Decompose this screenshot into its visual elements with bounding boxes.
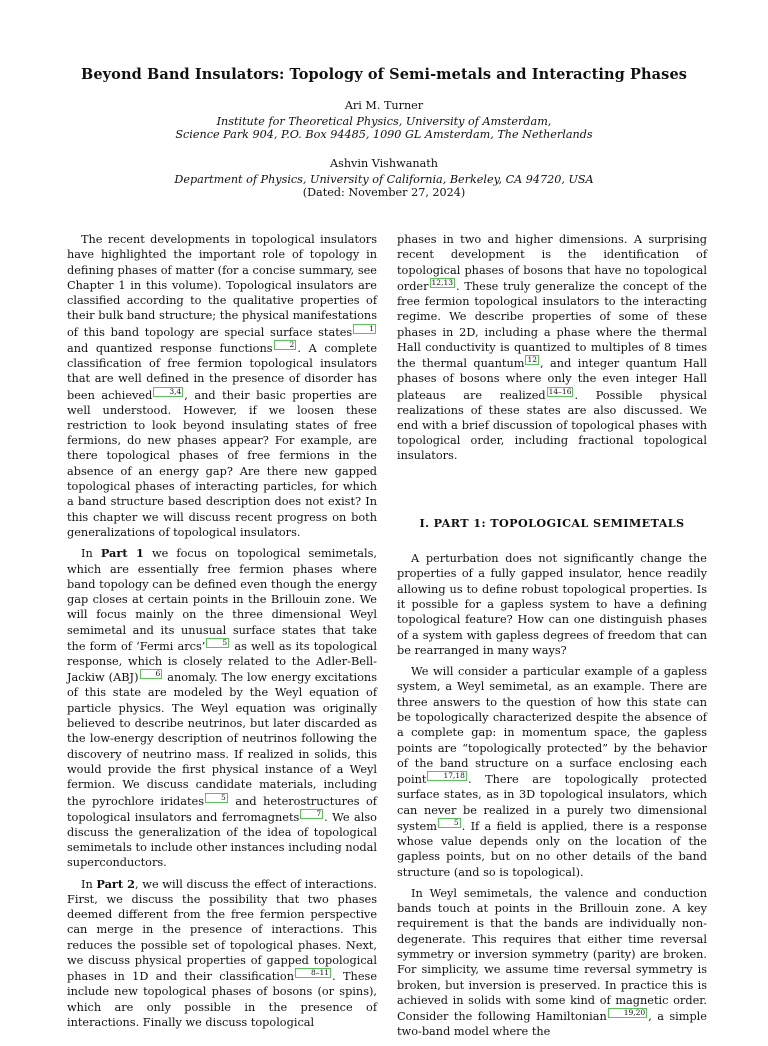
author-2: Ashvin Vishwanath [330,157,438,170]
citation-link[interactable]: 3,4 [153,387,183,397]
paragraph: A perturbation does not significantly change the properties of a fully gapped insulator, hence readily allowing us to define robust topological properties. Is it possible for a gapless system to have a defining topological feature? How can one distinguish phases of a system with gapless degrees of freedom that can be rearranged in many ways? [397,552,707,657]
affiliation-1-line-1: Institute for Theoretical Physics, University of Amsterdam, [216,115,552,128]
citation-link[interactable]: 5 [438,818,461,828]
paper-title: Beyond Band Insulators: Topology of Semi-metals and Interacting Phases [80,66,688,83]
section-heading: I. PART 1: TOPOLOGICAL SEMIMETALS [419,515,685,530]
citation-link[interactable]: 7 [300,809,323,819]
citation-link[interactable]: 17,18 [427,771,466,781]
paragraph: phases in two and higher dimensions. A surprising recent development is the identification of topological phases of bosons that have no topological order 12,13 . These truly generalize the concept of the free fermion topological insulators to the interacting regime. We describe properties of some of these phases in 2D, including a phase where the thermal Hall conductivity is quantized to multiples of 8 times the thermal quantum 12 , and integer quantum Hall phases of bosons where only the even integer Hall plateaus are realized 14–16 . Possible physical realizations of these states are also discussed. We end with a brief discussion of topological phases with topological order, including fractional topological insulators. [397,233,707,463]
citation-link[interactable]: 12 [527,355,537,365]
citation-link[interactable]: 12,13 [431,277,454,287]
paragraph: In Part 1 we focus on topological semimetals, which are essentially free fermion phases where band topology can be defined even though the energy gap closes at certain points in the Brillouin zone. We will focus mainly on the three dimensional Weyl semimetal and its unusual surface states that take the form of ‘Fermi arcs’ 5 as well as its topological response, which is closely related to the Adler-Bell-Jackiw (ABJ) 6 anomaly. The low energy excitations of this state are modeled by the Weyl equation of particle physics. The Weyl equation was originally believed to describe neutrinos, but later discarded as the low-energy description of neutrinos following the discovery of neutrino mass. If realized in solids, this would provide the first physical instance of a Weyl fermion. We discuss candidate materials, including the pyrochlore iridates 5 and heterostructures of topological insulators and ferromagnets 7 . We also discuss the generalization of the idea of topological semimetals to include other instances including nodal superconductors. [67,546,377,870]
paragraph: We will consider a particular example of a gapless system, a Weyl semimetal, as an example. There are three answers to the question of how this state can be topologically characterized despite the absence of a complete gap: in momentum space, the gapless points are “topologically protected” by the behavior of the band structure on a surface enclosing each point 17,18 . There are topologically protected surface states, as in 3D topological insulators, which can never be realized in a purely two dimensional system 5 . If a field is applied, there is a response whose value depends only on the location of the gapless points, but on no other details of the band structure (and so is topological). [397,665,707,879]
paragraph: In Part 2, we will discuss the effect of interactions. First, we discuss the possibility that two phases deemed different from the free fermion perspective can merge in the presence of interactions. This reduces the possible set of topological phases. Next, we discuss physical properties of gapped topological phases in 1D and their classification 8–11 . These include new topological phases of bosons (or spins), which are only possible in the presence of interactions. Finally we discuss topological [67,876,378,1029]
paragraph: The recent developments in topological insulators have highlighted the important role of topology in defining phases of matter (for a concise summary, see Chapter 1 in this volume). Topological insulators are classified according to the qualitative properties of their bulk band structure; the physical manifestations of this band topology are special surface states 1 and quantized response functions 2 . A complete classification of free fermion topological insulators that are well defined in the presence of disorder has been achieved 3,4 , and their basic properties are well understood. However, if we loosen these restriction to look beyond insulating states of free fermions, do new phases appear? For example, are there topological phases of free fermions in the absence of an energy gap? Are there new gapped topological phases of interacting particles, for which a band structure based description does not exist? In this chapter we will discuss recent progress on both generalizations of topological insulators. [67,233,377,539]
citation-link[interactable]: 1 [353,324,376,334]
affiliation-2: Department of Physics, University of California, Berkeley, CA 94720, USA [174,173,594,186]
citation-link[interactable]: 8–11 [295,968,331,978]
author-1: Ari M. Turner [344,99,424,112]
right-column [397,232,707,1046]
paragraph: In Weyl semimetals, the valence and conduction bands touch at points in the Brillouin zone. A key requirement is that the bands are individually non-degenerate. This requires that either time reversal symmetry or inversion symmetry (parity) are broken. For simplicity, we assume time reversal symmetry is broken, but inversion is preserved. In practice this is achieved in solids with some kind of magnetic order. Consider the following Hamiltonian 19,20 , a simple two-band model where the [397,886,707,1039]
dated-line: (Dated: November 27, 2024) [302,186,466,199]
citation-link[interactable]: 14–16 [548,386,572,396]
left-column [67,232,377,1036]
citation-link[interactable]: 6 [140,669,163,679]
citation-link[interactable]: 2 [274,340,297,350]
affiliation-1-line-2: Science Park 904, P.O. Box 94485, 1090 GL Amsterdam, The Netherlands [175,128,593,141]
citation-link[interactable]: 19,20 [608,1008,647,1018]
citation-link[interactable]: 5 [206,638,229,648]
citation-link[interactable]: 5 [205,793,228,803]
